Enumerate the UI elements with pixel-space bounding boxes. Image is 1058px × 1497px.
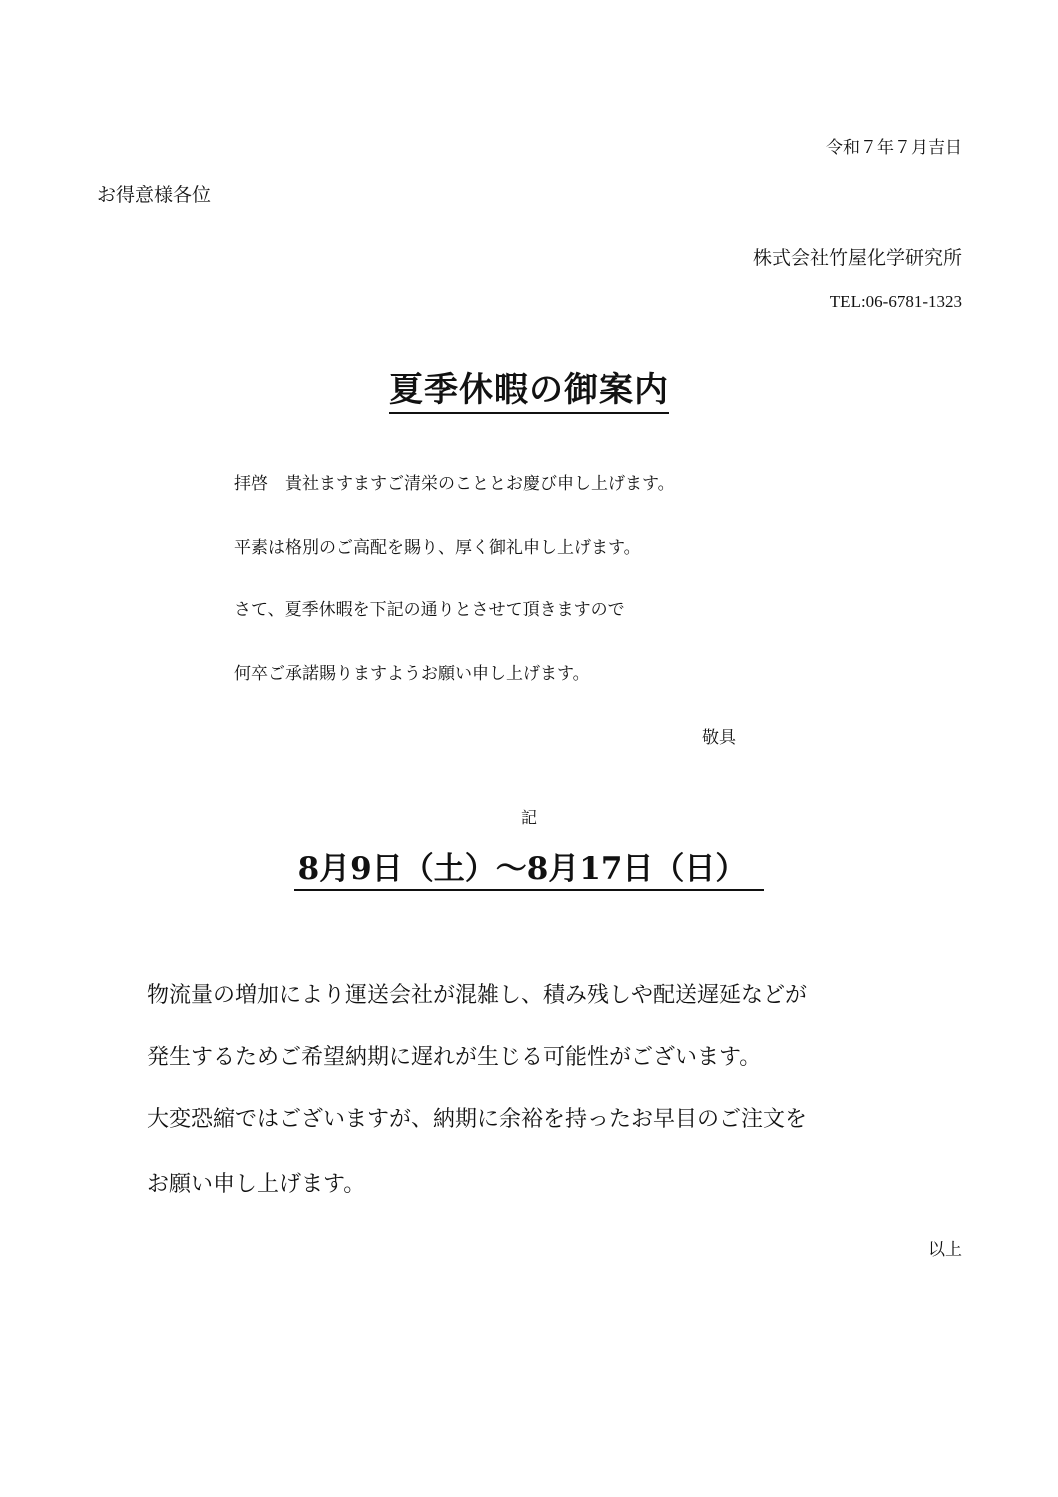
notice-line-4: お願い申し上げます。	[147, 1172, 366, 1197]
holiday-period: 8月9日（土）～8月17日（日）	[294, 851, 765, 891]
company-name: 株式会社竹屋化学研究所	[752, 247, 962, 269]
notice-line-1: 物流量の増加により運送会社が混雑し、積み残しや配送遅延などが	[147, 983, 808, 1008]
ki-marker: 記	[520, 808, 537, 827]
greeting-line-4: 何卒ご承諾賜りますようお願い申し上げます。	[234, 664, 590, 684]
recipient: お得意様各位	[97, 184, 212, 206]
holiday-period-block	[0, 843, 1058, 888]
greeting-line-1: 拝啓 貴社ますますご清栄のこととお慶び申し上げます。	[234, 474, 675, 494]
greeting-closing: 敬具	[702, 728, 736, 748]
notice-line-2: 発生するためご希望納期に遅れが生じる可能性がございます。	[147, 1045, 762, 1070]
greeting-line-3: さて、夏季休暇を下記の通りとさせて頂きますので	[234, 600, 625, 620]
ending-mark: 以上	[928, 1240, 962, 1260]
document-date: 令和７年７月吉日	[826, 138, 962, 158]
notice-line-3: 大変恐縮ではございますが、納期に余裕を持ったお早目のご注文を	[147, 1107, 808, 1132]
greeting-line-2: 平素は格別のご高配を賜り、厚く御礼申し上げます。	[234, 538, 641, 558]
document-title: 夏季休暇の御案内	[389, 370, 669, 414]
company-tel: TEL:06-6781-1323	[829, 292, 962, 311]
document-title-block	[0, 362, 1058, 411]
